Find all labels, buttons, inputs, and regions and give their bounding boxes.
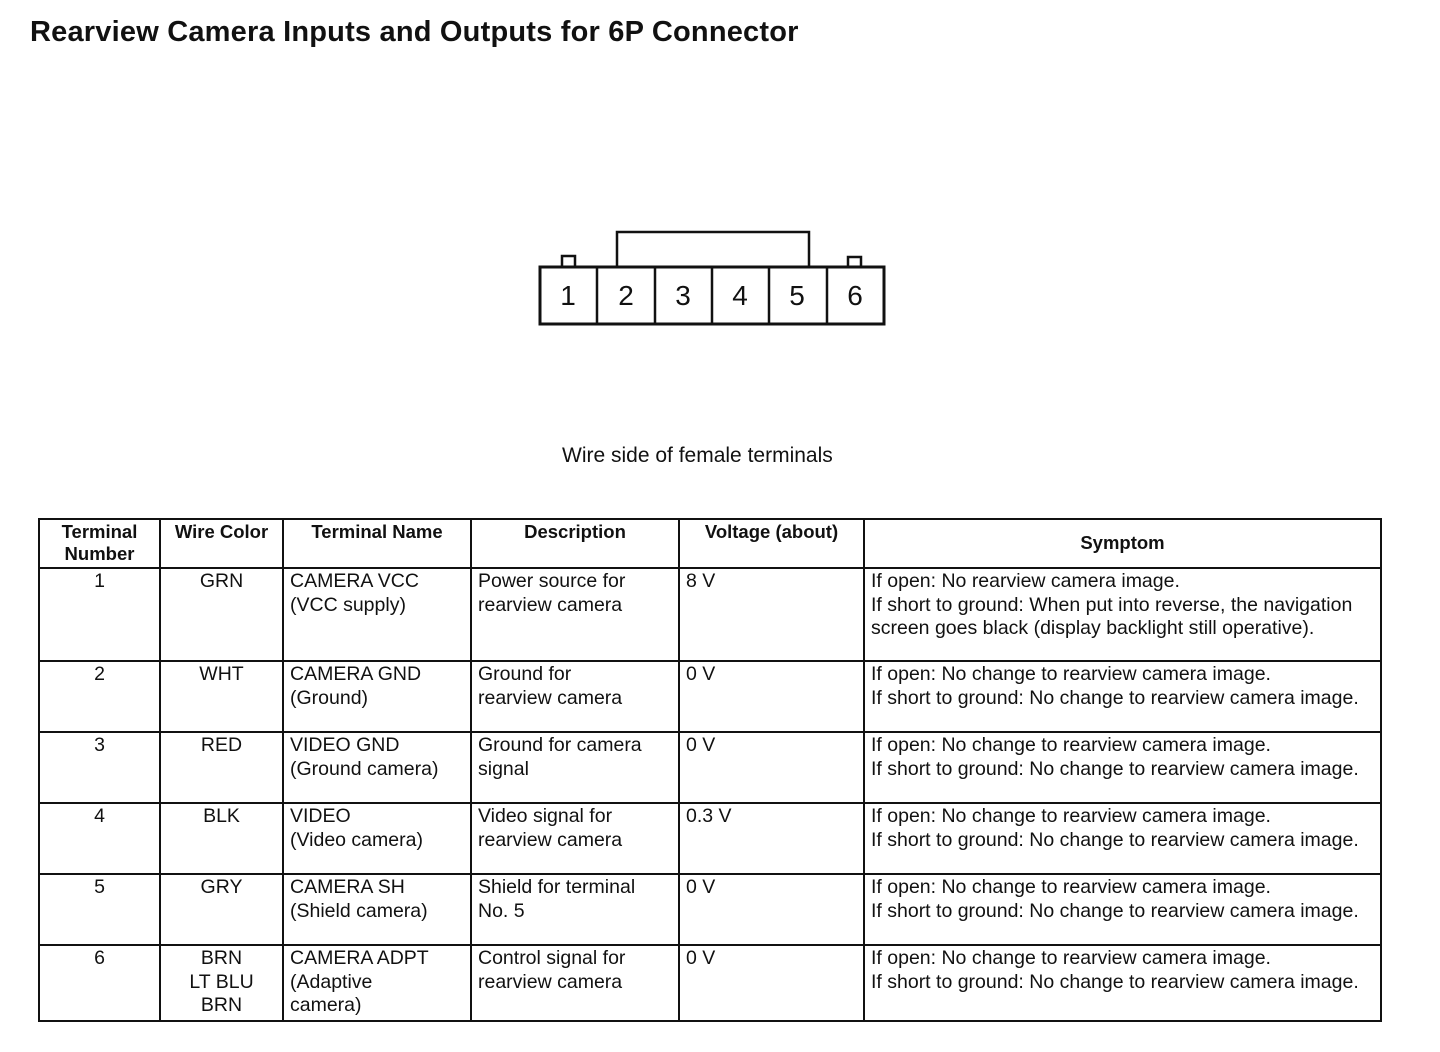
header-voltage: Voltage (about) bbox=[679, 519, 864, 568]
cell-symptom bbox=[864, 803, 1381, 874]
pin-label-3: 3 bbox=[675, 280, 691, 311]
terminal-table bbox=[38, 518, 1382, 1022]
description-line: Power source for bbox=[478, 570, 626, 592]
cell-terminal-name bbox=[283, 732, 471, 803]
symptom-open: If open: No rearview camera image. bbox=[871, 570, 1180, 592]
symptom-short: If short to ground: No change to rearview camera image. bbox=[871, 899, 1359, 922]
cell-voltage: 0.3 V bbox=[679, 803, 864, 874]
cell-terminal-name bbox=[283, 803, 471, 874]
cell-description bbox=[471, 661, 679, 732]
terminal-name-line: CAMERA SH bbox=[290, 876, 405, 898]
pin-label-6: 6 bbox=[847, 280, 863, 311]
cell-wire-color bbox=[160, 732, 283, 803]
cell-symptom bbox=[864, 568, 1381, 661]
table-header-row bbox=[39, 519, 1381, 568]
cell-symptom bbox=[864, 874, 1381, 945]
connector-diagram bbox=[538, 228, 888, 328]
wire-color-value: BRN bbox=[200, 994, 243, 1016]
symptom-open: If open: No change to rearview camera image. bbox=[871, 805, 1271, 827]
connector-caption: Wire side of female terminals bbox=[562, 444, 833, 467]
symptom-short: If short to ground: No change to rearview camera image. bbox=[871, 970, 1359, 993]
cell-terminal-name bbox=[283, 945, 471, 1021]
terminal-name-line: camera) bbox=[290, 994, 362, 1016]
terminal-name-line: CAMERA GND bbox=[290, 663, 422, 685]
header-wire-color: Wire Color bbox=[160, 519, 283, 568]
connector-tab-left bbox=[562, 256, 575, 267]
cell-terminal-number: 6 bbox=[39, 945, 160, 1021]
terminal-name-line: VIDEO GND bbox=[290, 734, 400, 756]
header-terminal-number bbox=[39, 519, 160, 568]
table-row bbox=[39, 945, 1381, 1021]
description-line: Video signal for bbox=[478, 805, 613, 827]
symptom-short: If short to ground: No change to rearview camera image. bbox=[871, 828, 1359, 851]
cell-wire-color bbox=[160, 568, 283, 661]
description-line: Control signal for bbox=[478, 947, 626, 969]
symptom-open: If open: No change to rearview camera image. bbox=[871, 876, 1271, 898]
cell-voltage: 0 V bbox=[679, 874, 864, 945]
cell-wire-color bbox=[160, 945, 283, 1021]
cell-terminal-number: 4 bbox=[39, 803, 160, 874]
description-line: Shield for terminal bbox=[478, 876, 636, 898]
cell-symptom bbox=[864, 945, 1381, 1021]
table-row bbox=[39, 874, 1381, 945]
terminal-name-line: VIDEO bbox=[290, 805, 351, 827]
cell-terminal-number: 5 bbox=[39, 874, 160, 945]
cell-voltage: 8 V bbox=[679, 568, 864, 661]
description-line: rearview camera bbox=[478, 828, 623, 851]
terminal-name-line: (Ground camera) bbox=[290, 757, 439, 780]
wire-color-value: BRN bbox=[200, 947, 243, 969]
terminal-name-line: (Shield camera) bbox=[290, 899, 428, 922]
description-line: Ground for camera bbox=[478, 734, 642, 756]
cell-description bbox=[471, 568, 679, 661]
wire-color-value: LT BLU bbox=[189, 970, 254, 993]
header-description: Description bbox=[471, 519, 679, 568]
description-line: rearview camera bbox=[478, 593, 623, 616]
cell-description bbox=[471, 803, 679, 874]
wire-color-value: WHT bbox=[199, 663, 244, 685]
cell-terminal-number: 1 bbox=[39, 568, 160, 661]
symptom-open: If open: No change to rearview camera image. bbox=[871, 947, 1271, 969]
cell-terminal-number: 3 bbox=[39, 732, 160, 803]
wire-color-value: BLK bbox=[203, 805, 240, 827]
header-terminal-line1: Terminal bbox=[61, 521, 138, 542]
page-title: Rearview Camera Inputs and Outputs for 6P Connector bbox=[30, 16, 799, 48]
description-line: rearview camera bbox=[478, 686, 623, 709]
pin-label-1: 1 bbox=[560, 280, 576, 311]
cell-terminal-name bbox=[283, 661, 471, 732]
cell-terminal-name bbox=[283, 568, 471, 661]
cell-wire-color bbox=[160, 874, 283, 945]
symptom-short: If short to ground: No change to rearview camera image. bbox=[871, 757, 1359, 780]
description-line: rearview camera bbox=[478, 970, 623, 993]
connector-latch bbox=[617, 232, 809, 267]
symptom-short: If short to ground: No change to rearview camera image. bbox=[871, 686, 1359, 709]
table-row bbox=[39, 568, 1381, 661]
terminal-name-line: (VCC supply) bbox=[290, 593, 406, 616]
table-row bbox=[39, 803, 1381, 874]
cell-description bbox=[471, 874, 679, 945]
terminal-name-line: CAMERA ADPT bbox=[290, 947, 429, 969]
table-row bbox=[39, 732, 1381, 803]
symptom-short: If short to ground: When put into reverse, the navigation screen goes black (display backlight still operative). bbox=[871, 593, 1353, 639]
symptom-open: If open: No change to rearview camera image. bbox=[871, 663, 1271, 685]
wire-color-value: GRY bbox=[200, 876, 243, 898]
terminal-name-line: (Ground) bbox=[290, 686, 369, 709]
cell-symptom bbox=[864, 732, 1381, 803]
cell-wire-color bbox=[160, 803, 283, 874]
symptom-open: If open: No change to rearview camera image. bbox=[871, 734, 1271, 756]
terminal-name-line: (Video camera) bbox=[290, 828, 423, 851]
pin-label-5: 5 bbox=[789, 280, 805, 311]
header-terminal-name: Terminal Name bbox=[283, 519, 471, 568]
wire-color-value: RED bbox=[200, 734, 243, 756]
table-row bbox=[39, 661, 1381, 732]
pin-label-4: 4 bbox=[732, 280, 748, 311]
header-symptom: Symptom bbox=[864, 519, 1381, 568]
terminal-name-line: CAMERA VCC bbox=[290, 570, 419, 592]
cell-terminal-name bbox=[283, 874, 471, 945]
cell-description bbox=[471, 732, 679, 803]
pin-label-2: 2 bbox=[618, 280, 634, 311]
terminal-name-line: (Adaptive bbox=[290, 970, 373, 993]
cell-wire-color bbox=[160, 661, 283, 732]
description-line: No. 5 bbox=[478, 899, 525, 922]
cell-description bbox=[471, 945, 679, 1021]
cell-voltage: 0 V bbox=[679, 732, 864, 803]
wire-color-value: GRN bbox=[199, 570, 244, 592]
cell-voltage: 0 V bbox=[679, 661, 864, 732]
cell-voltage: 0 V bbox=[679, 945, 864, 1021]
description-line: signal bbox=[478, 757, 529, 780]
cell-symptom bbox=[864, 661, 1381, 732]
header-terminal-line2: Number bbox=[64, 543, 135, 564]
cell-terminal-number: 2 bbox=[39, 661, 160, 732]
description-line: Ground for bbox=[478, 663, 572, 685]
